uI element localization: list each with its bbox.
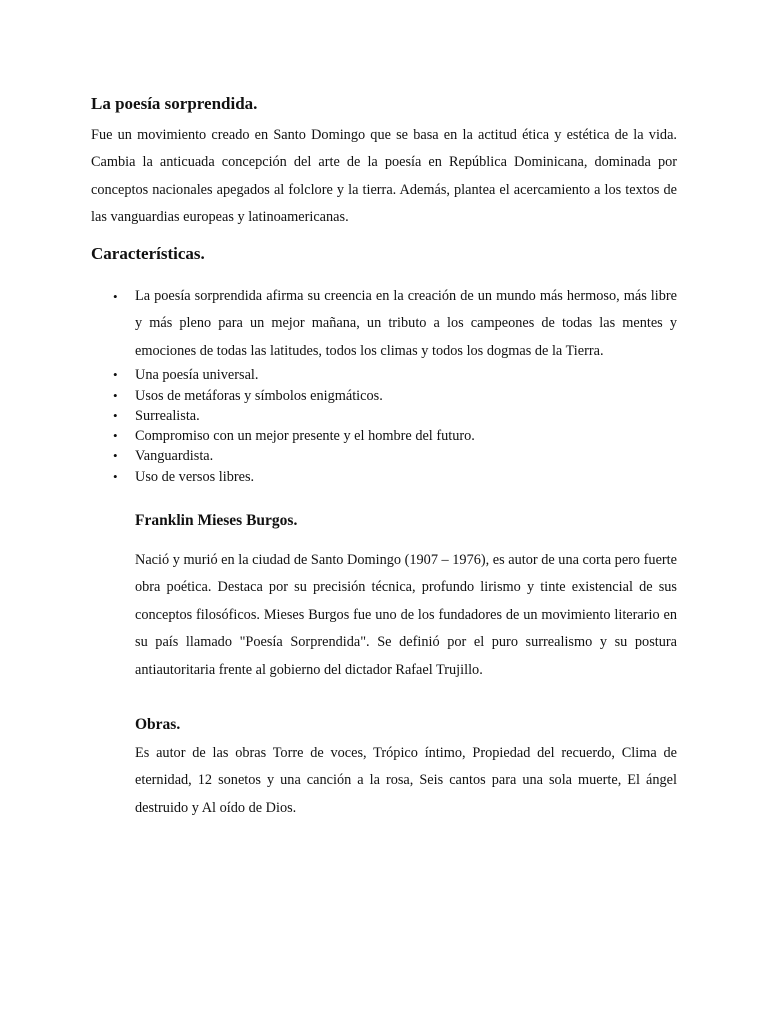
list-item [91,406,677,426]
bullet-icon: • [113,367,118,383]
list-item-text: Vanguardista. [135,448,214,465]
list-item [91,446,677,466]
list-item [91,283,677,365]
caracteristicas-list [91,283,677,487]
bullet-icon: • [113,289,118,304]
section-title-caracteristicas: Características. [91,244,205,263]
section-title-obras: Obras. [135,716,181,733]
list-item [91,467,677,487]
list-item [91,365,677,385]
list-item-text: La poesía sorprendida afirma su creencia en la creación de un mundo más hermoso, más libre y más pleno para un mejor mañana, un tributo a los campeones de todas las mentes y emociones de todas las latitudes, todos los climas y todos los dogmas de la Tierra. [135,288,677,359]
bullet-icon: • [113,448,118,464]
bullet-icon: • [113,468,118,484]
bullet-icon: • [113,428,118,444]
list-item-text: Usos de metáforas y símbolos enigmáticos. [135,387,383,404]
list-item-text: Uso de versos libres. [135,468,255,485]
section-title-franklin-mieses-burgos: Franklin Mieses Burgos. [135,512,298,529]
section-title-poesia-sorprendida: La poesía sorprendida. [91,94,258,113]
list-item-text: Una poesía universal. [135,367,259,384]
bullet-icon: • [113,407,118,423]
bullet-icon: • [113,387,118,403]
section-body-poesia-sorprendida: Fue un movimiento creado en Santo Domingo que se basa en la actitud ética y estética de la vida. Cambia la anticuada concepción del arte de la poesía en República Dominicana, dominada por conceptos nacionales apegados al folclore y la tierra. Además, plantea el acercamiento a los textos de las vanguardias europeas y latinoamericanas. [91,127,677,226]
section-body-franklin-mieses-burgos: Nació y murió en la ciudad de Santo Domingo (1907 – 1976), es autor de una corta pero fuerte obra poética. Destaca por su precisión técnica, profundo lirismo y tinte existencial de sus conceptos filosóficos. Mieses Burgos fue uno de los fundadores de un movimiento literario en su país llamado "Poesía Sorprendida". Se definió por el puro surrealismo y su postura antiautoritaria frente al gobierno del dictador Rafael Trujillo. [135,552,677,678]
list-item [91,386,677,406]
list-item-text: Surrealista. [135,407,200,424]
list-item-text: Compromiso con un mejor presente y el hombre del futuro. [135,428,475,445]
list-item [91,426,677,446]
section-body-obras: Es autor de las obras Torre de voces, Trópico íntimo, Propiedad del recuerdo, Clima de eternidad, 12 sonetos y una canción a la rosa, Seis cantos para una sola muerte, El ángel destruido y Al oído de Dios. [135,745,677,816]
